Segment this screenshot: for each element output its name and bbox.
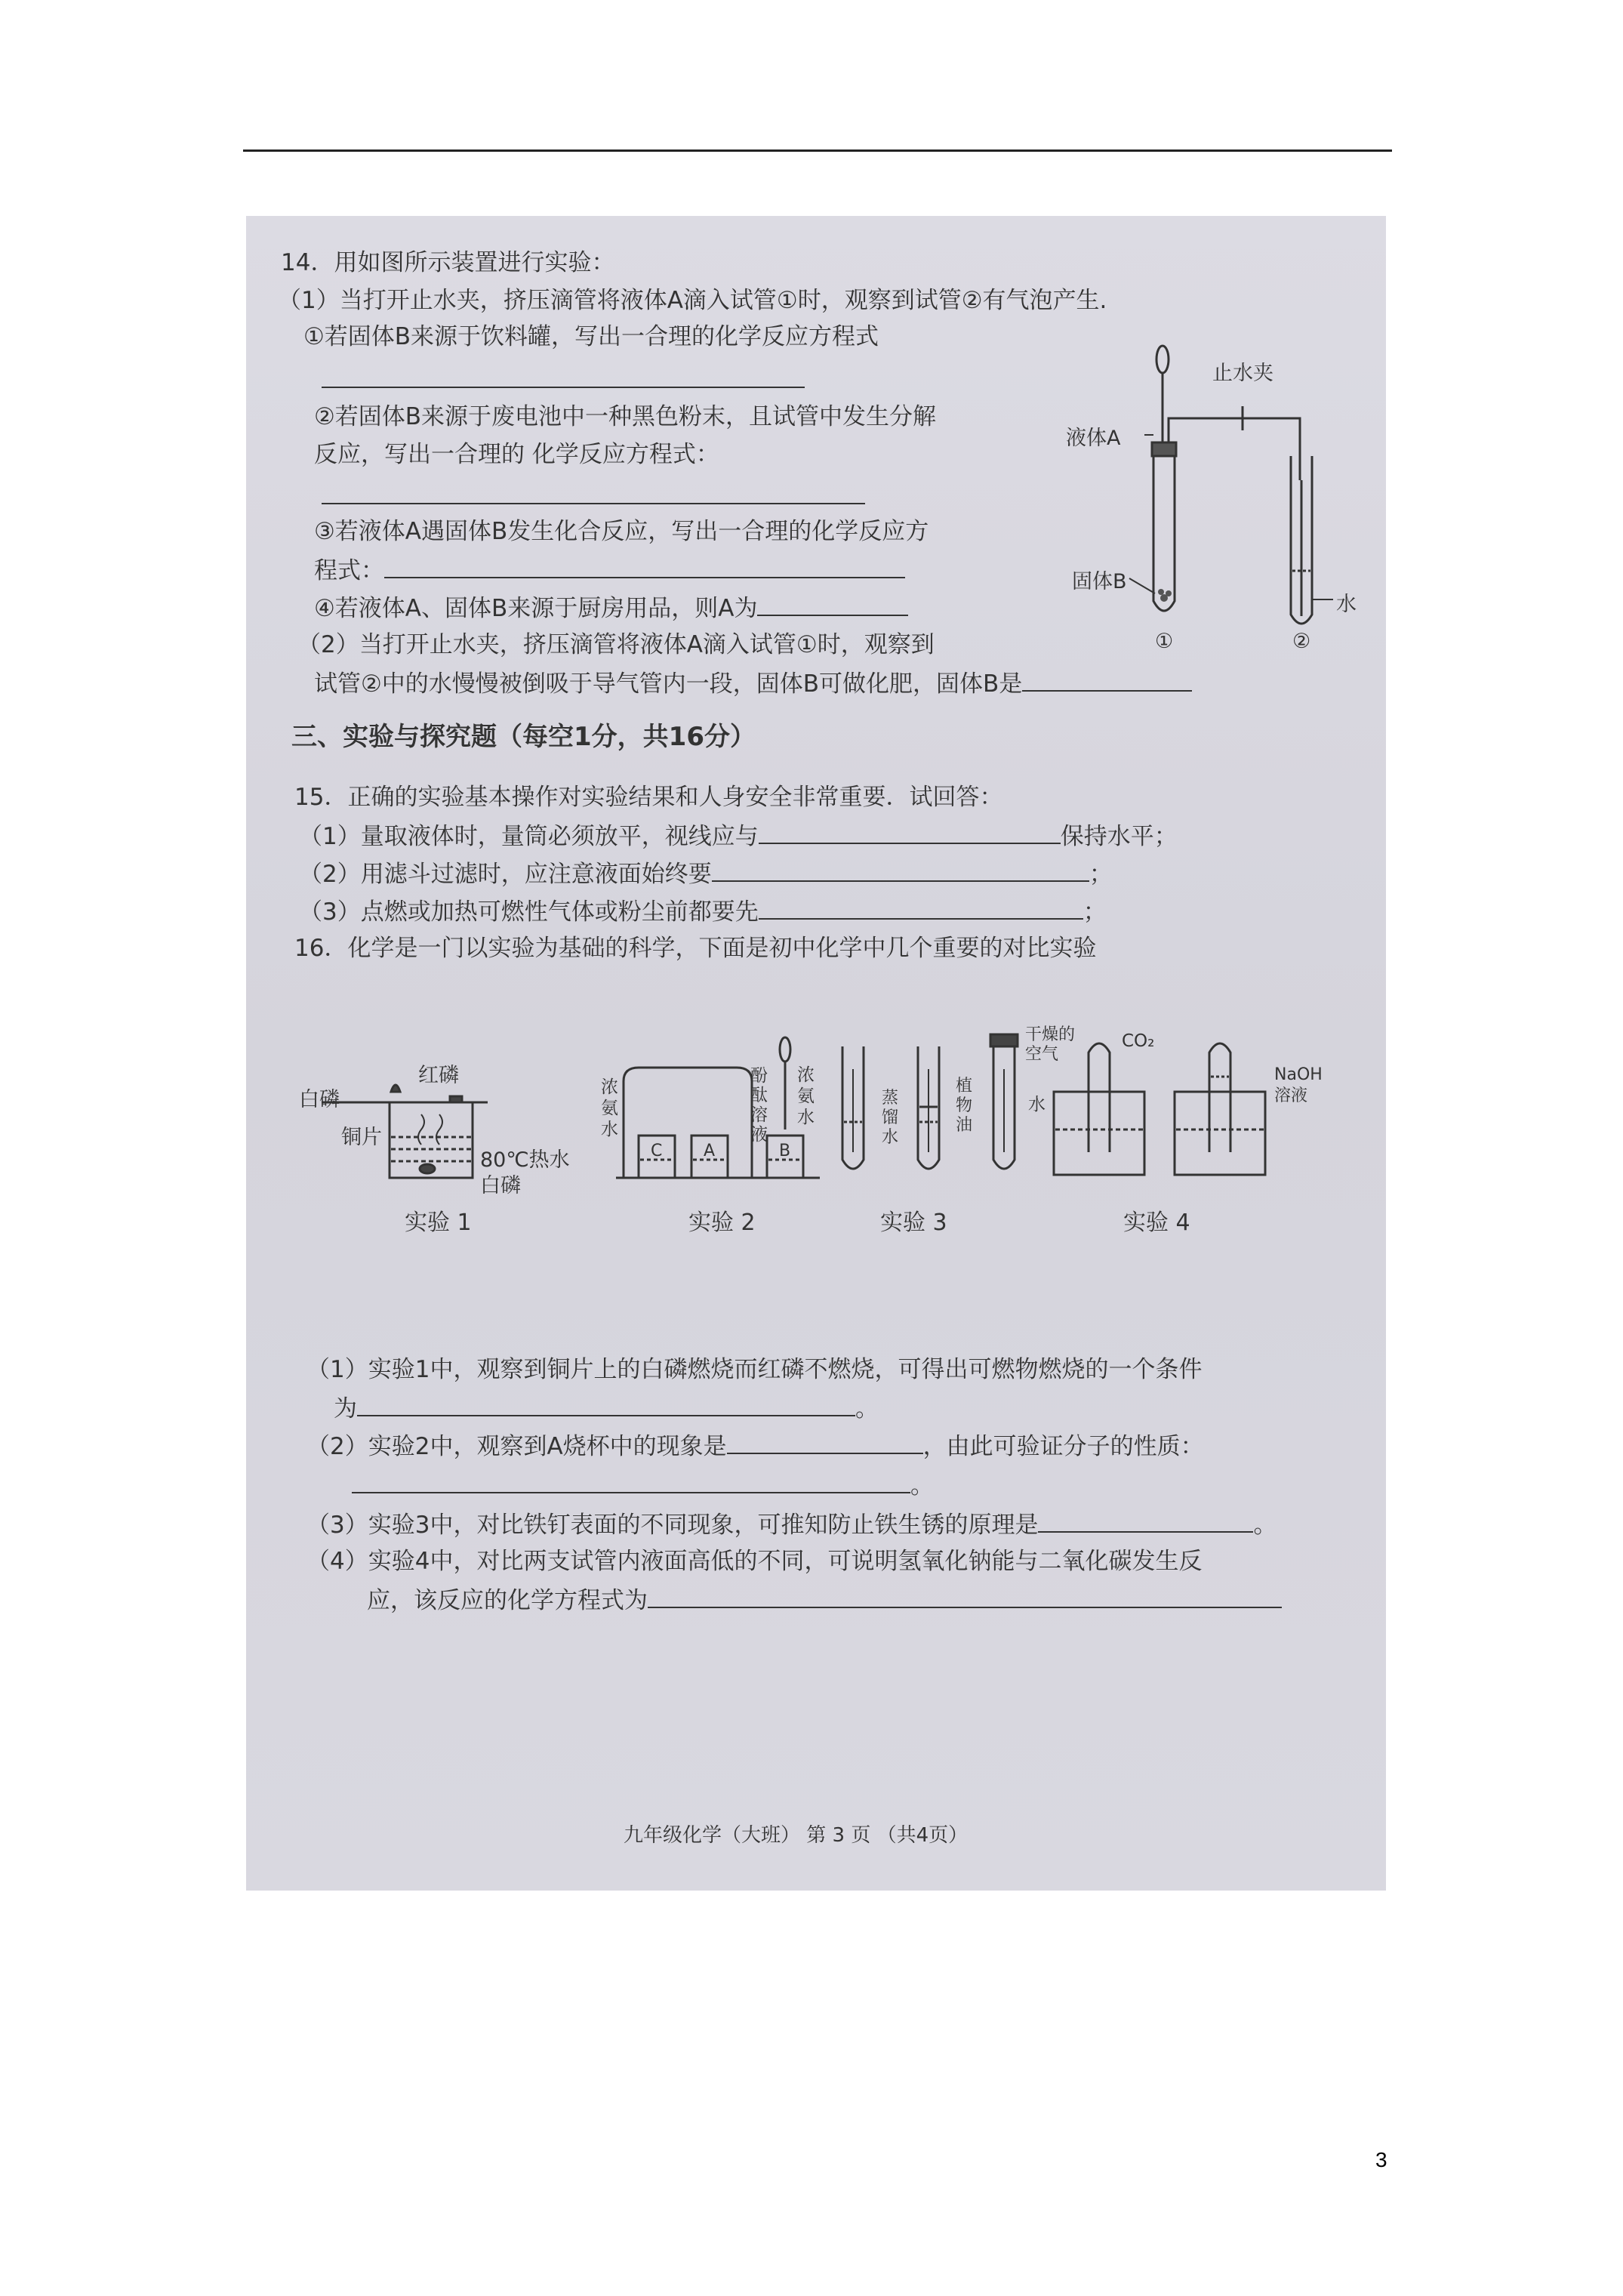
q14-sub3-line1: ③若液体A遇固体B发生化合反应，写出一合理的化学反应方 (314, 518, 929, 545)
exp2-ammonia2-label: 浓 氨 水 (797, 1065, 815, 1127)
exp1-white-phosphorus2-label: 白磷 (480, 1174, 521, 1197)
fig-clamp-label: 止水夹 (1212, 362, 1273, 385)
exp1-red-phosphorus-label: 红磷 (418, 1064, 459, 1087)
page-number: 3 (1375, 2148, 1387, 2171)
q16-a1-blank[interactable] (357, 1392, 855, 1416)
q16-a4-line1: （4）实验4中，对比两支试管内液面高低的不同，可说明氢氧化钠能与二氧化碳发生反 (306, 1548, 1203, 1575)
exp4-water-label: 水 (1028, 1095, 1046, 1114)
q16-a3-blank[interactable] (1038, 1509, 1253, 1533)
q16-a4-blank[interactable] (648, 1584, 1282, 1608)
exp3-caption: 实验 3 (880, 1210, 947, 1236)
q14-part2-line1: （2）当打开止水夹，挤压滴管将液体A滴入试管①时，观察到 (297, 631, 935, 658)
q16-a2-mid: ，由此可验证分子的性质： (922, 1433, 1204, 1460)
q14-sub2-line1: ②若固体B来源于废电池中一种黑色粉末，且试管中发生分解 (314, 403, 937, 430)
q14-sub1: ①若固体B来源于饮料罐，写出一合理的化学反应方程式 (303, 323, 879, 350)
exp2-ammonia-label: 浓 氨 水 (601, 1077, 618, 1139)
fig-liquid-a-label: 液体A (1066, 427, 1121, 450)
q15-line1-text: （1）量取液体时，量筒必须放平，视线应与 (299, 823, 759, 850)
q16-experiments-figure (246, 216, 1386, 1348)
exp3-dry-air-label: 干燥的 空气 (1025, 1025, 1076, 1064)
q16-a3 (306, 1509, 1277, 1540)
q14-sub4-text: ④若液体A、固体B来源于厨房用品，则A为 (314, 595, 758, 622)
q16-a2-blank1[interactable] (727, 1430, 923, 1454)
exp2-beaker-a-label: A (704, 1142, 716, 1160)
exp4-caption: 实验 4 (1123, 1210, 1190, 1236)
q14-title: 14．用如图所示装置进行实验： (281, 249, 615, 276)
q16-a1-line1: （1）实验1中，观察到铜片上的白磷燃烧而红磷不燃烧，可得出可燃物燃烧的一个条件 (306, 1356, 1203, 1383)
q16-a3-text: （3）实验3中，对比铁钉表面的不同现象，可推知防止铁生锈的原理是 (306, 1512, 1039, 1539)
exp1-caption: 实验 1 (405, 1210, 472, 1236)
q15-line3-text: （3）点燃或加热可燃性气体或粉尘前都要先 (299, 898, 759, 926)
exp1-white-phosphorus-label: 白磷 (299, 1088, 340, 1111)
exp4-trough-naoh (1175, 1092, 1265, 1175)
q16-a4-text: 应，该反应的化学方程式为 (367, 1587, 648, 1614)
q14-sub3-label: 程式： (314, 557, 384, 584)
q14-part1: （1）当打开止水夹，挤压滴管将液体A滴入试管①时，观察到试管②有气泡产生. (278, 287, 1107, 314)
exp4-trough-water (1054, 1092, 1144, 1175)
q16-a1-end: 。 (855, 1395, 879, 1422)
section3-heading: 三、实验与探究题（每空1分，共16分） (291, 722, 756, 752)
q16-a2-end: 。 (910, 1472, 934, 1499)
exp4-tube-1 (1089, 1043, 1110, 1152)
q16-a2-line1 (306, 1430, 1204, 1462)
exp2-phenolphthalein-label: 酚 酞 溶 液 (750, 1066, 768, 1145)
exam-footer: 九年级化学（大班） 第 3 页 （共4页） (624, 1824, 969, 1847)
exp1-copper-label: 铜片 (341, 1126, 382, 1149)
q16-a4-line2 (367, 1584, 1282, 1616)
q15-line3-end: ； (1083, 898, 1107, 926)
q16-a2-text: （2）实验2中，观察到A烧杯中的现象是 (306, 1433, 727, 1460)
q15-line2-text: （2）用滤斗过滤时，应注意液面始终要 (299, 861, 712, 888)
exp2-beaker-c-label: C (651, 1142, 663, 1160)
exp2-beaker-b-label: B (779, 1142, 791, 1160)
exp4-apparatus (1054, 1043, 1265, 1175)
exp3-plant-oil-label: 植 物 油 (956, 1077, 973, 1135)
fig-solid-b-label: 固体B (1072, 570, 1127, 593)
q16-a2-blank2[interactable] (352, 1469, 910, 1493)
exp4-tube-2 (1209, 1043, 1230, 1152)
exp4-naoh-label: NaOH 溶液 (1274, 1065, 1323, 1105)
q15-line1-end: 保持水平； (1060, 823, 1178, 850)
fig-water-label: 水 (1336, 593, 1357, 616)
fig-tube1-label: ① (1155, 630, 1174, 653)
q15-line2-end: ； (1089, 861, 1113, 888)
exp4-co2-label: CO₂ (1122, 1031, 1155, 1051)
exp3-distilled-water-label: 蒸 馏 水 (882, 1089, 899, 1147)
q14-sub2-line2: 反应，写出一合理的 化学反应方程式： (314, 441, 719, 468)
top-rule (243, 149, 1392, 152)
q16-a3-end: 。 (1253, 1512, 1277, 1539)
q14-part2-text: 试管②中的水慢慢被倒吸于导气管内一段，固体B可做化肥，固体B是 (314, 670, 1023, 698)
fig-tube2-label: ② (1292, 630, 1311, 653)
exp2-bell-jar (624, 1068, 752, 1178)
exp1-hot-water-label: 80℃热水 (480, 1148, 570, 1172)
exp2-caption: 实验 2 (688, 1210, 756, 1236)
q16-title: 16．化学是一门以实验为基础的科学，下面是初中化学中几个重要的对比实验 (294, 935, 1097, 962)
q16-a1-lead: 为 (334, 1395, 357, 1422)
q16-a1-line2 (334, 1392, 879, 1424)
q15-title: 15．正确的实验基本操作对实验结果和人身安全非常重要．试回答： (294, 784, 1003, 811)
q16-a2-line2 (352, 1469, 934, 1501)
exp3-apparatus (842, 1034, 1018, 1169)
scanned-exam-page (246, 216, 1386, 1891)
